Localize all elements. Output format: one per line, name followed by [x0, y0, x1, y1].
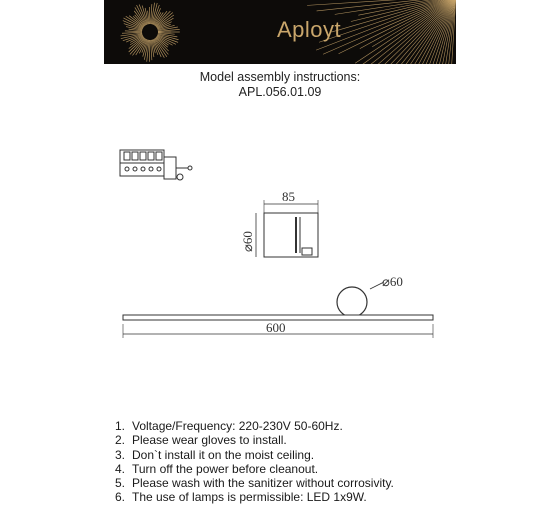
instruction-item: 4. Turn off the power before cleanout.	[115, 462, 394, 476]
instruction-list	[115, 419, 394, 505]
bar-length-label: 600	[266, 320, 286, 335]
terminal-block-diagram	[120, 150, 192, 180]
document-title: Model assembly instructions:	[0, 70, 560, 84]
instruction-item: 5. Please wash with the sanitizer without corrosivity.	[115, 476, 394, 490]
brand-logo-text: Aployt	[277, 17, 341, 43]
model-number: APL.056.01.09	[0, 85, 560, 99]
wall-mount-diagram	[256, 200, 318, 257]
instruction-item: 2. Please wear gloves to install.	[115, 433, 394, 447]
mount-width-label: 85	[282, 189, 295, 204]
shade-diameter-label: ⌀60	[382, 274, 403, 289]
instruction-item: 6. The use of lamps is permissible: LED 1x9W.	[115, 490, 394, 504]
instruction-item: 3. Don`t install it on the moist ceiling.	[115, 448, 394, 462]
instruction-item: 1. Voltage/Frequency: 220-230V 50-60Hz.	[115, 419, 394, 433]
mount-diameter-label: ⌀60	[240, 231, 255, 252]
